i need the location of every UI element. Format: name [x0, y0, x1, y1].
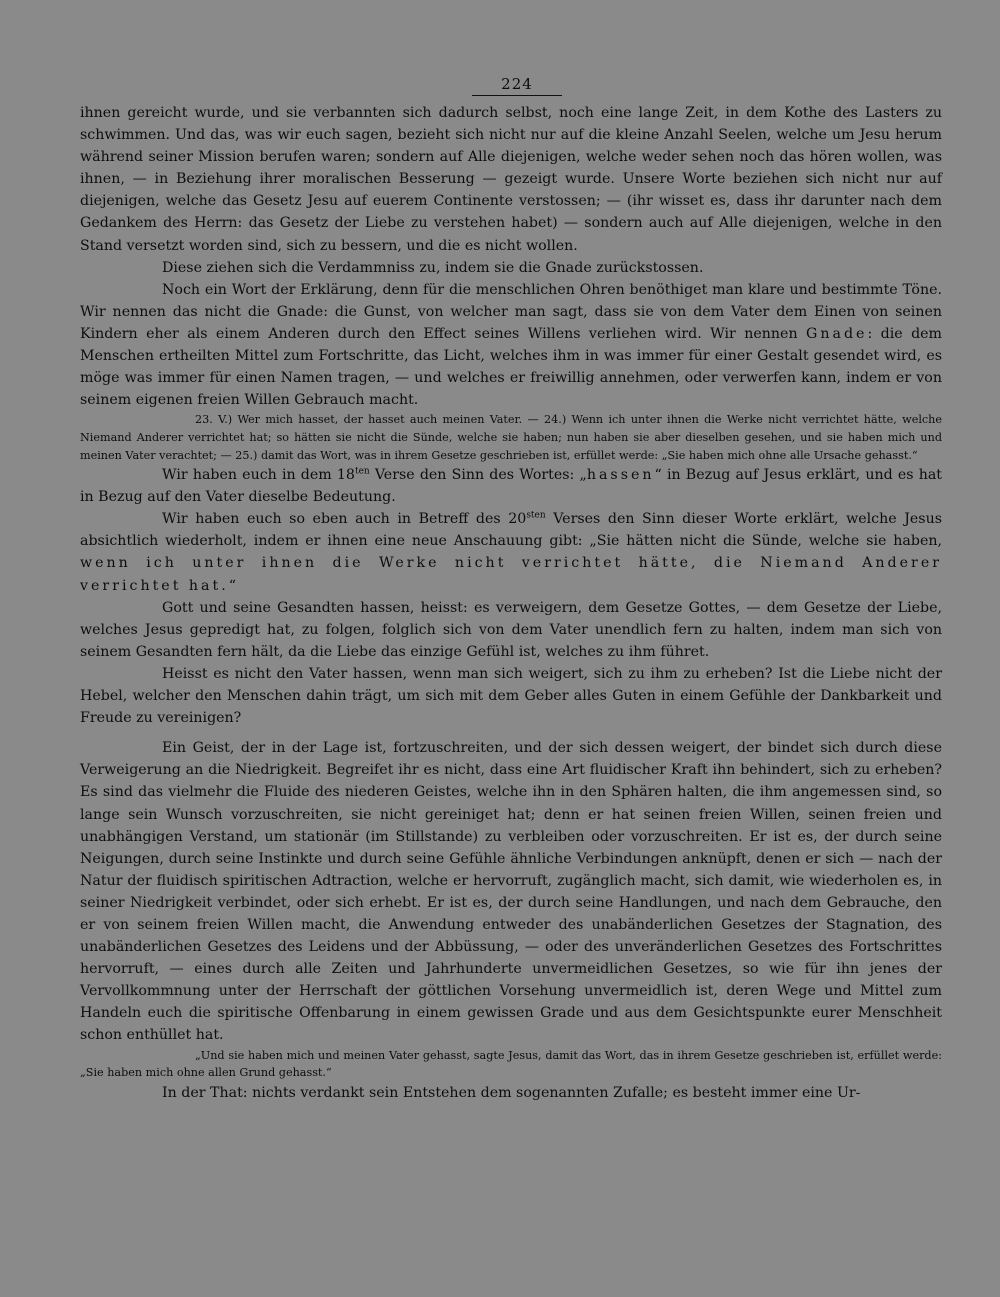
paragraph-3-text-b: : die dem Menschen ertheilten Mittel zum Fortschritte, das Licht, welches ihm in was immer für einer Gestalt gesendet wird, es möge was immer für einen Namen tragen, — und welches er freiwillig annehmen, oder verwerfen kann, indem er von seinem eigenen freien Willen Gebrauch macht.: [80, 325, 943, 409]
paragraph-5-text-b: Verses den Sinn dieser Worte erklärt, welche Jesus absichtlich wiederholt, indem er ihnen eine neue Anschauung gibt: „Sie hätten nicht die Sünde, welche sie haben,: [80, 511, 942, 550]
ordinal-suffix-20: sten: [526, 510, 546, 521]
footnote-verses-23-25: 23. V.) Wer mich hasset, der hasset auch meinen Vater. — 24.) Wenn ich unter ihnen die Werke nicht verrichtet hätte, welche Niemand Anderer verrichtet hat; so hätten sie nicht die Sünde, welche sie haben; nun haben sie aber dieselben gesehen, und sie haben mich und meinen Vater verachtet; — 25.) damit das Wort, was in ihrem Gesetze geschrieben ist, erfüllet werde: „Sie haben mich ohne alle Ursache gehasst.“: [80, 413, 942, 462]
paragraph-3-text-a: Noch ein Wort der Erklärung, denn für die menschlichen Ohren benöthiget man klare und bestimmte Töne. Wir nennen das nicht die Gnade: die Gunst, von welcher man sagt, dass sie von dem Vater dem Einen von seinen Kindern eher als einem Anderen durch den Effect seines Willens verliehen wird. Wir nennen: [80, 281, 942, 342]
paragraph-9: In der That: nichts verdankt sein Entstehen dem sogenannten Zufalle; es besteht immer eine Ur-: [162, 1084, 861, 1101]
paragraph-6: Gott und seine Gesandten hassen, heisst: es verweigern, dem Gesetze Gottes, — dem Gesetze der Liebe, welches Jesus gepredigt hat, zu folgen, folglich sich von dem Vater unendlich fern zu halten, indem man sich von seinem Gesandten fern hält, da die Liebe das einzige Gefühl ist, welches zu ihm führet.: [80, 599, 942, 660]
paragraph-5: [80, 508, 942, 596]
paragraph-5-text-a: Wir haben euch so eben auch in Betreff des 20: [162, 511, 527, 528]
term-gnade: Gnade: [806, 325, 868, 342]
paragraph-4-text-c: “ in Bezug auf Jesus erklärt, und es hat in Bezug auf den Vater dieselbe Bedeutung.: [80, 467, 942, 506]
paragraph-4-text-b: Verse den Sinn des Wortes: „: [369, 467, 587, 484]
term-hassen: hassen: [586, 467, 655, 484]
footnote-quote: „Und sie haben mich und meinen Vater gehasst, sagte Jesus, damit das Wort, das in ihrem Gesetze geschrieben ist, erfüllet werde: „Sie haben mich ohne allen Grund gehasst.“: [80, 1048, 942, 1080]
ordinal-suffix-18: ten: [354, 466, 370, 477]
spaced-quote: wenn ich unter ihnen die Werke nicht verrichtet hätte, die Niemand Anderer verrichtet hat.: [80, 555, 942, 594]
paragraph-1: ihnen gereicht wurde, und sie verbannten sich dadurch selbst, noch eine lange Zeit, in dem Kothe des Lasters zu schwimmen. Und das, was wir euch sagen, bezieht sich nicht nur auf die kleine Anzahl Seelen, welche um Jesu herum während seiner Mission berufen waren; sondern auf Alle diejenigen, welche weder sehen noch das hören wollen, was ihnen, — in Beziehung ihrer moralischen Besserung — gezeigt wurde. Unsere Worte beziehen sich nicht nur auf diejenigen, welche das Gesetz Jesu auf euerem Continente verstossen; — (ihr wisset es, dass ihr darunter nach dem Gedankem des Herrn: das Gesetz der Liebe zu verstehen habet) — sondern auch auf Alle diejenigen, welche in den Stand versetzt worden sind, sich zu bessern, und die es nicht wollen.: [80, 105, 942, 254]
paragraph-5-end: “: [228, 577, 236, 594]
page-number: 224: [472, 75, 562, 96]
paragraph-4-text-a: Wir haben euch in dem 18: [162, 467, 355, 484]
paragraph-8: Ein Geist, der in der Lage ist, fortzuschreiten, und der sich dessen weigert, der bindet sich durch diese Verweigerung an die Niedrigkeit. Begreifet ihr es nicht, dass eine Art fluidischer Kraft ihn behindert, sich zu erheben? Es sind das vielmehr die Fluide des niederen Geistes, welche ihn in den Sphären halten, die ihm angemessen sind, so lange sein Wunsch vorzuschreiten, sie nicht gereiniget hat; denn er hat seinen freien Willen, seinen freien und unabhängigen Verstand, um stationär (im Stillstande) zu verbleiben oder vorzuschreiten. Er ist es, der durch seine Neigungen, durch seine Instinkte und durch seine Gefühle ähnliche Verbindungen anknüpft, denen er sich — nach der Natur der fluidisch spiritischen Adtraction, welche er hervorruft, zugänglich macht, sich damit, wie wiederholen es, in seiner Niedrigkeit verbindet, oder sich erhebt. Er ist es, der durch seine Handlungen, und nach dem Gebrauche, den er von seinem freien Willen macht, die Anwendung entweder des unabänderlichen Gesetzes der Stagnation, des unabänderlichen Gesetzes des Leidens und der Abbüssung, — oder des unveränderlichen Gesetzes des Fortschrittes hervorruft, — eines durch alle Zeiten und Jahrhunderte unvermeidlichen Gesetzes, so wie für ihn jenes der Vervollkommnung unter der Herrschaft der göttlichen Vorsehung unvermeidlich ist, deren Wege und Mittel zum Handeln euch die spiritische Offenbarung in einem gewissen Grade und aus dem Gesichtspunkte eurer Menschheit schon enthüllet hat.: [80, 740, 942, 1044]
paragraph-7: Heisst es nicht den Vater hassen, wenn man sich weigert, sich zu ihm zu erheben? Ist die Liebe nicht der Hebel, welcher den Menschen dahin trägt, um sich mit dem Geber alles Guten in einem Gefühle der Dankbarkeit und Freude zu vereinigen?: [80, 665, 942, 727]
paragraph-3: [80, 279, 942, 412]
paragraph-4: [80, 464, 942, 508]
paragraph-2: Diese ziehen sich die Verdammniss zu, indem sie die Gnade zurückstossen.: [162, 259, 704, 276]
